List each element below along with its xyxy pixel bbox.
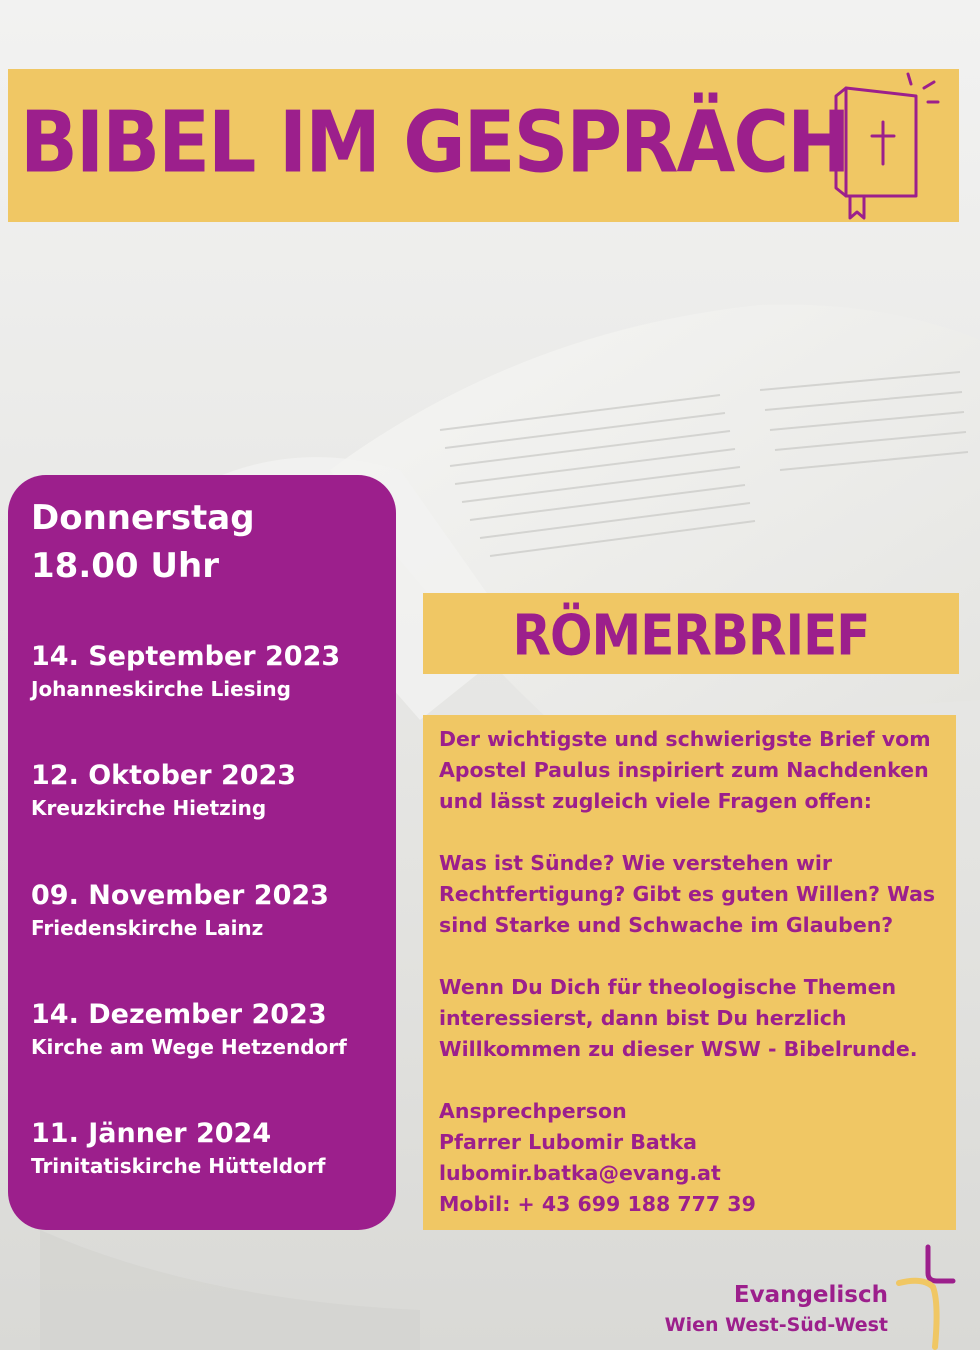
description-line: Der wichtigste und schwierigste Brief vom (439, 727, 931, 751)
page-title: BIBEL IM GESPRÄCH (20, 92, 849, 192)
topic-title: RÖMERBRIEF (512, 603, 870, 668)
event-date: 14. Dezember 2023 (31, 999, 327, 1030)
schedule-panel (8, 475, 396, 1230)
event-item (31, 640, 340, 704)
event-date: 11. Jänner 2024 (31, 1118, 272, 1149)
evangelisch-cross-icon (893, 1243, 963, 1350)
description-box (423, 715, 956, 1230)
invitation-line: Wenn Du Dich für theologische Themen (439, 975, 897, 999)
weekday-label: Donnerstag (31, 498, 255, 538)
event-item (31, 759, 296, 823)
question-line: Rechtfertigung? Gibt es guten Willen? Was (439, 882, 936, 906)
event-location: Johanneskirche Liesing (31, 677, 291, 701)
question-line: sind Starke und Schwache im Glauben? (439, 913, 894, 937)
event-location: Kreuzkirche Hietzing (31, 796, 267, 820)
event-item (31, 998, 347, 1062)
event-date: 09. November 2023 (31, 880, 329, 911)
description-line: Apostel Paulus inspiriert zum Nachdenken (439, 758, 929, 782)
contact-email-link[interactable]: lubomir.batka@evang.at (439, 1161, 721, 1185)
event-item (31, 879, 329, 943)
bible-with-cross-icon (828, 70, 948, 222)
time-label: 18.00 Uhr (31, 546, 219, 586)
logo-line-region: Wien West-Süd-West (664, 1314, 888, 1336)
event-location: Friedenskirche Lainz (31, 916, 264, 940)
contact-phone: Mobil: + 43 699 188 777 39 (439, 1192, 756, 1216)
topic-banner (423, 593, 959, 674)
event-date: 12. Oktober 2023 (31, 760, 297, 791)
invitation-line: interessierst, dann bist Du herzlich (439, 1006, 847, 1030)
event-location: Trinitatiskirche Hütteldorf (31, 1154, 326, 1178)
invitation-line: Willkommen zu dieser WSW - Bibelrunde. (439, 1037, 918, 1061)
event-item (31, 1117, 325, 1181)
event-location: Kirche am Wege Hetzendorf (31, 1035, 347, 1059)
logo-line-evangelisch: Evangelisch (733, 1282, 888, 1308)
question-line: Was ist Sünde? Wie verstehen wir (439, 851, 833, 875)
description-line: und lässt zugleich viele Fragen offen: (439, 789, 872, 813)
event-date: 14. September 2023 (31, 641, 341, 672)
contact-name: Pfarrer Lubomir Batka (439, 1130, 697, 1154)
contact-heading: Ansprechperson (439, 1099, 627, 1123)
